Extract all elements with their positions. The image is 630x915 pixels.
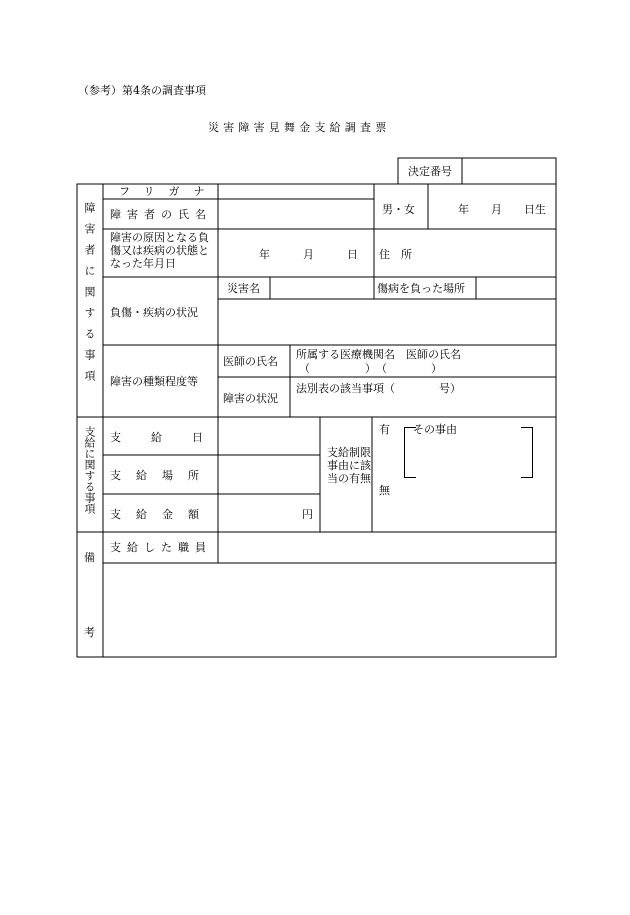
section-payment-label: 支給に関する事項 xyxy=(83,426,96,514)
reason-label: その事由 xyxy=(413,423,457,436)
address-label: 住 所 xyxy=(379,248,412,261)
doctor-name-label: 医師の氏名 xyxy=(223,355,278,368)
payment-place-label: 支給場所 xyxy=(110,469,214,482)
annex-label: 法別表の該当事項（ 号） xyxy=(296,382,461,395)
staff-label: 支給した職員 xyxy=(110,541,212,554)
disaster-name-label: 災害名 xyxy=(227,282,260,295)
payment-amount-label: 支給金額 xyxy=(110,508,214,521)
restriction-label: 支給制限事由に該当の有無 xyxy=(327,446,371,485)
yes-label: 有 xyxy=(379,423,390,436)
injury-status-label: 負傷・疾病の状況 xyxy=(110,306,198,319)
name-label: 障害者の氏名 xyxy=(110,208,212,221)
no-label: 無 xyxy=(379,484,390,497)
furigana-label: フリガナ xyxy=(119,185,219,198)
decision-number-label: 決定番号 xyxy=(408,164,452,178)
institution-parentheses: （ ） （ ） xyxy=(299,362,442,375)
disability-degree-label: 障害の種類程度等 xyxy=(110,375,198,388)
section-remarks-bottom: 考 xyxy=(84,626,95,639)
yen-label: 円 xyxy=(302,508,313,521)
reason-bracket-right xyxy=(521,427,533,478)
cause-date-label: 障害の原因となる負傷又は疾病の状態となった年月日 xyxy=(110,231,209,270)
payment-date-label: 支給日 xyxy=(110,431,233,444)
injury-place-label: 傷病を負った場所 xyxy=(377,282,465,295)
institution-header: 所属する医療機関名 医師の氏名 xyxy=(296,348,461,361)
birth-date-label: 年 月 日生 xyxy=(458,203,546,216)
section-remarks-top: 備 xyxy=(84,551,95,564)
cause-date-value-label: 年 月 日 xyxy=(259,248,358,261)
disability-status-label: 障害の状況 xyxy=(223,392,278,405)
section-disabled-person-label: 障害者に関する事項 xyxy=(83,202,96,391)
gender-label: 男・女 xyxy=(382,203,415,216)
reference-note: （参考）第4条の調査事項 xyxy=(78,84,206,97)
form-title: 災害障害見舞金支給調査票 xyxy=(208,121,391,134)
